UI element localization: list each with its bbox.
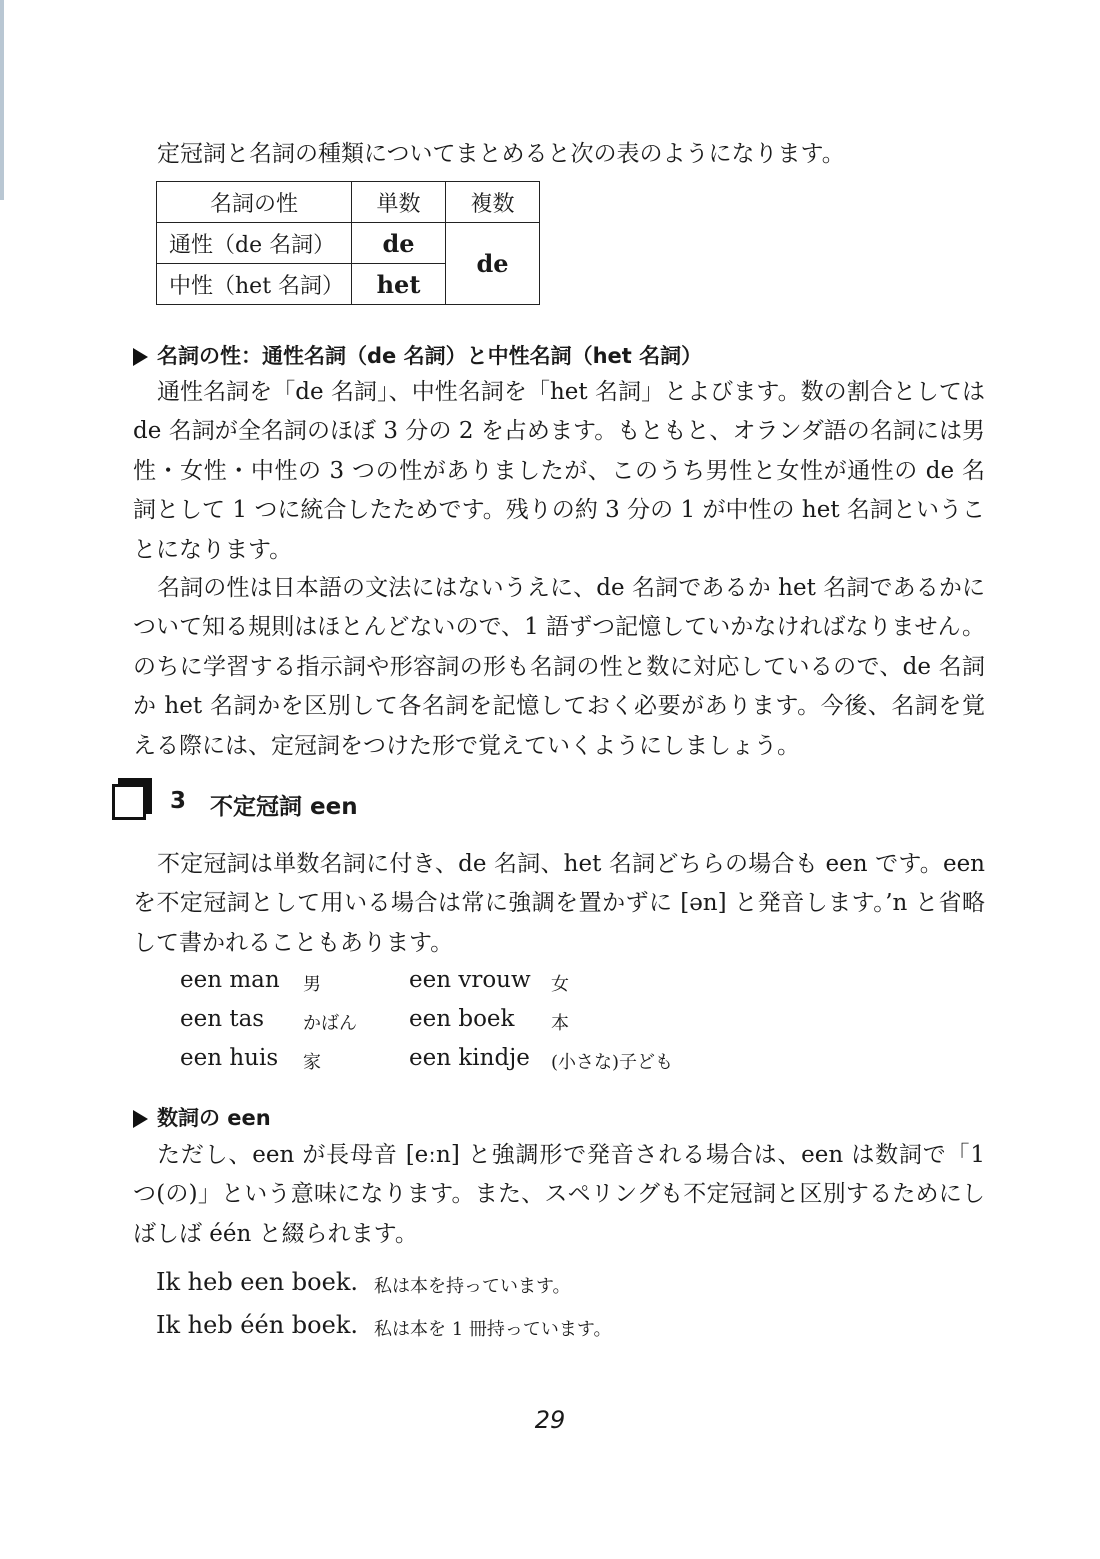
vocab-word: een huis <box>180 1045 279 1071</box>
vocab-word: een man <box>180 967 280 993</box>
vocab-word: een vrouw <box>409 967 531 993</box>
section-title: 不定冠詞 een <box>210 794 358 820</box>
vocab-gloss: (小さな)子ども <box>551 1052 674 1073</box>
header-gender: 名詞の性 <box>157 182 352 223</box>
section-box-icon <box>112 784 146 820</box>
paragraph-indefinite-article: 不定冠詞は単数名詞に付き、de 名詞、het 名詞どちらの場合も een です。een を不定冠詞として用いる場合は常に強調を置かずに [ən] と発音します。’n と省略して書かれることもあります。 <box>133 851 985 956</box>
vocab-gloss: 家 <box>303 1052 321 1073</box>
cell-gender-common: 通性（de 名詞） <box>157 223 352 264</box>
triangle-bullet-icon <box>133 1110 148 1128</box>
section-number: 3 <box>170 788 187 814</box>
subheading-text: 数詞の een <box>157 1106 271 1130</box>
page-number: 29 <box>534 1406 566 1434</box>
triangle-bullet-icon <box>133 348 148 366</box>
subheading-numeral-een <box>133 1102 271 1132</box>
vocab-gloss: かばん <box>303 1013 357 1034</box>
cell-singular-de: de <box>352 223 446 264</box>
example-translation: 私は本を持っています。 <box>374 1276 571 1297</box>
example-sentence <box>156 1268 571 1297</box>
vocab-word: een boek <box>409 1006 515 1032</box>
table-row <box>157 223 540 264</box>
header-singular: 単数 <box>352 182 446 223</box>
paragraph-numeral-een: ただし、een が長母音 [eːn] と強調形で発音される場合は、een は数詞で「1 つ(の)」という意味になります。また、スペリングも不定冠詞と区別するためにしばしば één と綴られます。 <box>133 1142 985 1247</box>
vocab-gloss: 女 <box>551 974 569 995</box>
example-translation: 私は本を 1 冊持っています。 <box>374 1319 612 1340</box>
subheading-noun-gender <box>133 340 702 370</box>
paragraph-noun-types: 通性名詞を「de 名詞」、中性名詞を「het 名詞」とよびます。数の割合としては de 名詞が全名詞のほぼ 3 分の 2 を占めます。もともと、オランダ語の名詞には男性・女性・中性の 3 つの性がありましたが、このうち男性と女性が通性の de 名詞として 1 つに統合したためです。残りの約 3 分の 1 が中性の het 名詞ということになります。 <box>133 379 985 563</box>
vocab-gloss: 男 <box>303 974 321 995</box>
article-table <box>156 181 540 305</box>
vocab-gloss: 本 <box>551 1013 569 1034</box>
example-dutch: Ik heb een boek. <box>156 1268 358 1296</box>
table-header-row <box>157 182 540 223</box>
vocab-word: een tas <box>180 1006 265 1032</box>
cell-gender-neuter: 中性（het 名詞） <box>157 264 352 305</box>
header-plural: 複数 <box>446 182 540 223</box>
subheading-text: 名詞の性：通性名詞（de 名詞）と中性名詞（het 名詞） <box>157 344 703 368</box>
vocab-word: een kindje <box>409 1045 530 1071</box>
cell-plural-de: de <box>446 223 540 305</box>
cell-singular-het: het <box>352 264 446 305</box>
example-dutch: Ik heb één boek. <box>156 1311 358 1339</box>
page-edge-mark <box>0 0 4 200</box>
paragraph-noun-memorize: 名詞の性は日本語の文法にはないうえに、de 名詞であるか het 名詞であるかについて知る規則はほとんどないので、1 語ずつ記憶していかなければなりません。のちに学習する指示詞や形容詞の形も名詞の性と数に対応しているので、de 名詞か het 名詞かを区別して各名詞を記憶しておく必要があります。今後、名詞を覚える際には、定冠詞をつけた形で覚えていくようにしましょう。 <box>133 575 985 759</box>
example-sentence <box>156 1311 612 1340</box>
intro-text: 定冠詞と名詞の種類についてまとめると次の表のようになります。 <box>157 141 845 167</box>
